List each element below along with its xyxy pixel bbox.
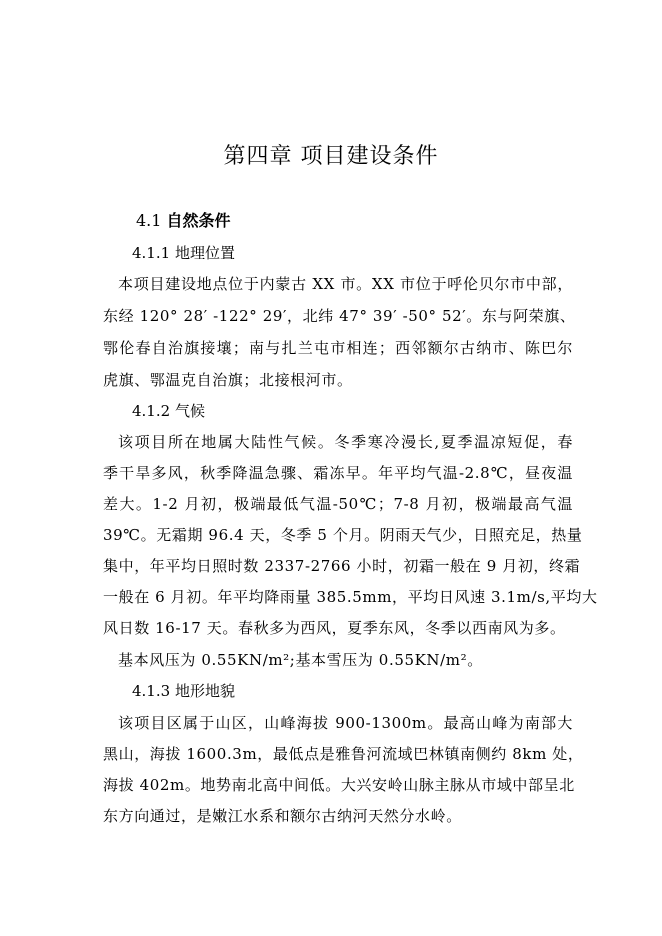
subsection-title: 地理位置 (174, 244, 235, 262)
paragraph-line-pressure: 基本风压为 0.55KN/m²;基本雪压为 0.55KN/m²。 (118, 651, 483, 669)
section-title: 自然条件 (166, 211, 231, 230)
paragraph-line: 鄂伦春自治旗接壤；南与扎兰屯市相连；西邻额尔古纳市、陈巴尔 (103, 339, 573, 357)
subsection-number: 4.1.2 (132, 402, 171, 420)
subsection-heading-geography (132, 241, 235, 265)
chapter-title: 第四章 项目建设条件 (223, 144, 439, 169)
paragraph-line: 海拔 402m。地势南北高中间低。大兴安岭山脉主脉从市域中部呈北 (103, 776, 575, 794)
paragraph-line: 虎旗、鄂温克自治旗；北接根河市。 (103, 371, 353, 389)
paragraph-line: 一般在 6 月初。年平均降雨量 385.5mm，平均日风速 3.1m/s,平均大 (103, 588, 598, 606)
paragraph-line: 黑山，海拔 1600.3m，最低点是雅鲁河流域巴林镇南侧约 8km 处， (103, 745, 584, 763)
paragraph-line: 季干旱多风，秋季降温急骤、霜冻早。年平均气温-2.8℃，昼夜温 (103, 464, 573, 482)
subsection-title: 地形地貌 (174, 682, 235, 700)
subsection-number: 4.1.1 (132, 244, 171, 262)
paragraph-line: 东方向通过，是嫩江水系和额尔古纳河天然分水岭。 (103, 807, 462, 825)
section-heading (136, 208, 231, 234)
paragraph-line: 该项目所在地属大陆性气候。冬季寒冷漫长,夏季温凉短促，春 (118, 433, 573, 451)
section-number: 4.1 (136, 211, 162, 230)
paragraph-line: 该项目区属于山区，山峰海拔 900-1300m。最高山峰为南部大 (118, 714, 573, 732)
paragraph-line: 39℃。无霜期 96.4 天，冬季 5 个月。阴雨天气少，日照充足，热量 (103, 526, 583, 544)
subsection-title: 气候 (174, 402, 205, 420)
paragraph-line: 风日数 16-17 天。春秋多为西风，夏季东风，冬季以西南风为多。 (103, 619, 566, 637)
subsection-number: 4.1.3 (132, 682, 171, 700)
paragraph-line: 本项目建设地点位于内蒙古 XX 市。XX 市位于呼伦贝尔市中部， (118, 275, 573, 293)
paragraph-line: 东经 120° 28′ -122° 29′，北纬 47° 39′ -50° 52′。东与阿荣旗、 (103, 307, 576, 325)
subsection-heading-climate (132, 399, 205, 423)
paragraph-line: 差大。1-2 月初，极端最低气温-50℃；7-8 月初，极端最高气温 (103, 495, 573, 513)
subsection-heading-terrain (132, 679, 235, 703)
paragraph-line: 集中，年平均日照时数 2337-2766 小时，初霜一般在 9 月初，终霜 (103, 557, 581, 575)
